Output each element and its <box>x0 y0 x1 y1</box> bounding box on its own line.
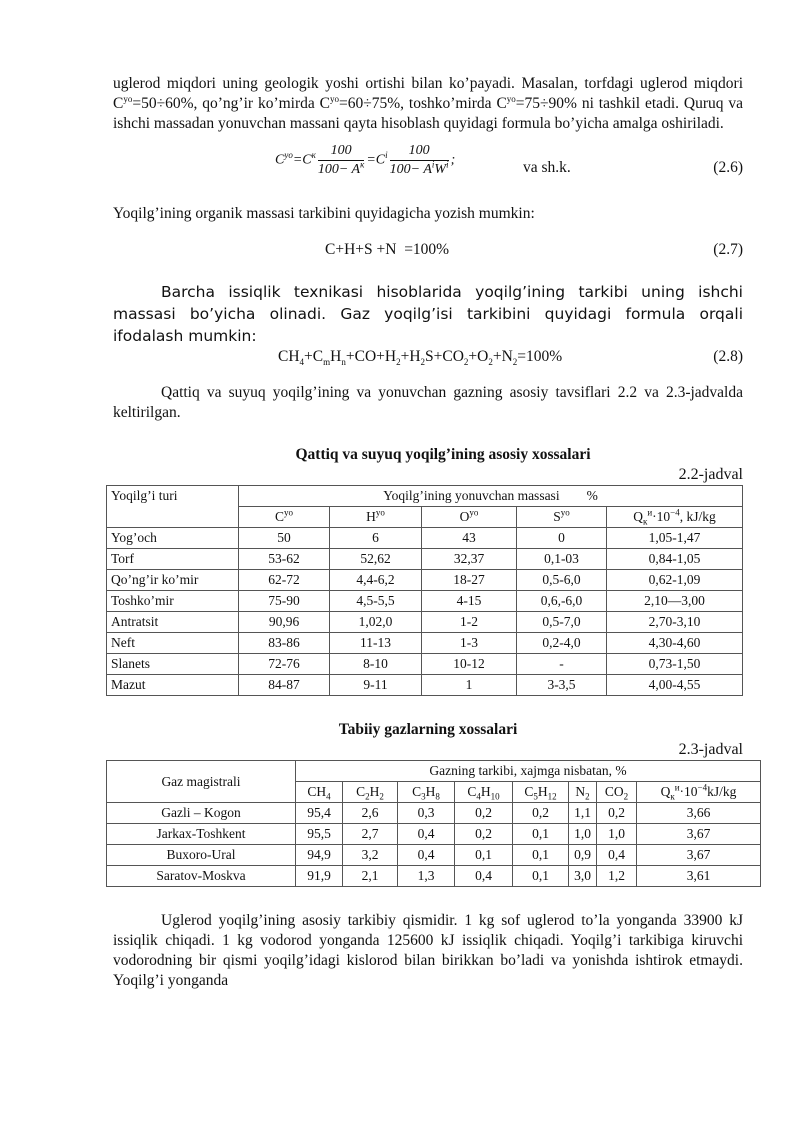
table-2-2-row <box>107 570 743 591</box>
table-2-3-group-header: Gazning tarkibi, xajmga nisbatan, % <box>296 761 761 782</box>
formula-2-6-expression: $C^{yo}=C^к$ $\frac{100}{100- A^к}$ $=C^i$ $\frac{100}{100- A^iW^i}$ ; <box>275 143 456 177</box>
table-2-2-cell: 6 <box>330 528 422 549</box>
table-2-3-header-n2: $N_2$ <box>569 782 597 803</box>
table-2-3-header-q: $Q_к^и\cdot 10^{-4}kJ/kg$ <box>637 782 761 803</box>
intro-paragraph <box>113 74 743 134</box>
fraction-1: $\frac{100}{100- A^к}$ <box>317 143 365 177</box>
table-2-2-cell: 4-15 <box>422 591 517 612</box>
table-2-2-cell: 90,96 <box>239 612 330 633</box>
table-2-3-cell: 3,66 <box>637 803 761 824</box>
intro-sup-1: yo <box>123 93 133 104</box>
table-2-2-cell: 43 <box>422 528 517 549</box>
table-2-2-header-c: $C^{yo}$ <box>239 507 330 528</box>
table-2-2-cell: 4,30-4,60 <box>607 633 743 654</box>
document-page <box>113 74 743 991</box>
table-2-3-cell: 2,6 <box>343 803 398 824</box>
table-2-2-cell: - <box>517 654 607 675</box>
table-2-2-row <box>107 528 743 549</box>
table-2-3-header-c3h8: $C_3H_8$ <box>398 782 455 803</box>
table-2-3-title: Tabiiy gazlarning xossalari <box>338 721 518 738</box>
table-2-2-cell: 0,62-1,09 <box>607 570 743 591</box>
table-2-3-cell: 3,67 <box>637 845 761 866</box>
table-2-3-cell: 1,1 <box>569 803 597 824</box>
formula-2-6 <box>113 134 743 186</box>
intro-text-3: =50÷60%, qo’ng’ir ko’mirda C <box>132 95 330 112</box>
table-2-3-cell: 3,61 <box>637 866 761 887</box>
table-2-3-cell: 3,67 <box>637 824 761 845</box>
table-2-3-cell: 94,9 <box>296 845 343 866</box>
table-2-2-cell: 1 <box>422 675 517 696</box>
table-2-2-cell: 52,62 <box>330 549 422 570</box>
table-2-2-row <box>107 675 743 696</box>
table-2-3-cell: 0,2 <box>513 803 569 824</box>
table-2-3-cell: 95,4 <box>296 803 343 824</box>
table-2-2-cell: 0,2-4,0 <box>517 633 607 654</box>
table-2-3-cell: 2,1 <box>343 866 398 887</box>
formula-2-8 <box>113 347 743 369</box>
table-2-3-row <box>107 824 761 845</box>
table-2-3-cell: 95,5 <box>296 824 343 845</box>
table-2-2-cell: 8-10 <box>330 654 422 675</box>
table-2-3-cell: 0,2 <box>455 803 513 824</box>
table-2-3-col-pipeline: Gaz magistrali <box>107 761 296 803</box>
table-2-3-row-label: Jarkax-Toshkent <box>107 824 296 845</box>
table-2-2-row-label: Torf <box>107 549 239 570</box>
table-2-2-cell: 50 <box>239 528 330 549</box>
formula-2-6-note: va sh.k. <box>523 159 571 176</box>
table-2-3-cell: 0,4 <box>398 845 455 866</box>
intro-text-4: =60÷75%, toshko’mirda <box>338 95 492 112</box>
table-2-3-header-co2: $CO_2$ <box>597 782 637 803</box>
formula-2-6-number: (2.6) <box>713 159 743 176</box>
table-2-3-cell: 3,0 <box>569 866 597 887</box>
table-2-3-cell: 0,2 <box>455 824 513 845</box>
table-2-3-cell: 0,1 <box>513 866 569 887</box>
table-2-3-cell: 2,7 <box>343 824 398 845</box>
table-2-2-group-header: Yoqilg’ining yonuvchan massasi % <box>239 486 743 507</box>
table-2-3-cell: 0,9 <box>569 845 597 866</box>
table-2-2-cell: 4,4-6,2 <box>330 570 422 591</box>
table-2-2-cell: 4,5-5,5 <box>330 591 422 612</box>
table-2-2-number: 2.2-jadval <box>678 466 743 483</box>
table-2-2-cell: 0,6,-6,0 <box>517 591 607 612</box>
table-2-3-row <box>107 803 761 824</box>
table-2-2-row-label: Antratsit <box>107 612 239 633</box>
table-2-2-cell: 9-11 <box>330 675 422 696</box>
table-2-3-row <box>107 866 761 887</box>
table-2-3-cell: 1,0 <box>597 824 637 845</box>
table-2-2-row <box>107 549 743 570</box>
table-2-2-cell: 1,05-1,47 <box>607 528 743 549</box>
intro-text-6: =75÷90% ni tashkil etadi. Quruq va ishchi massadan yonuvchan massani qayta hisoblash quyidagi formula bo’yicha amalga oshiriladi. <box>113 95 743 132</box>
table-2-3-cell: 0,1 <box>455 845 513 866</box>
barcha-paragraph: Barcha issiqlik texnikasi hisoblarida yoqilg’ining tarkibi uning ishchi massasi bo’yicha olinadi. Gaz yoqilg’isi tarkibini quyidagi formula orqali ifodalash mumkin: <box>113 283 743 345</box>
table-2-2-title: Qattiq va suyuq yoqilg’ining asosiy xossalari <box>295 446 591 463</box>
table-2-2-cell: 75-90 <box>239 591 330 612</box>
table-2-3-header-ch4: $CH_4$ <box>296 782 343 803</box>
table-2-3 <box>106 760 761 887</box>
table-2-2-cell: 83-86 <box>239 633 330 654</box>
table-2-3-row-label: Buxoro-Ural <box>107 845 296 866</box>
table-2-3-cell: 0,4 <box>398 824 455 845</box>
table-2-2-cell: 4,00-4,55 <box>607 675 743 696</box>
table-2-3-cell: 0,1 <box>513 824 569 845</box>
intro-text-1: uglerod miqdori uning geologik yoshi ortishi bilan ko’payadi. Masalan, torfdagi <box>113 75 634 92</box>
uglerod-paragraph: Uglerod yoqilg’ining asosiy tarkibiy qismidir. 1 kg sof uglerod to’la yonganda 33900 kJ issiqlik chiqadi. 1 kg vodorod yonganda 125600 kJ issiqlik chiqadi. Yoqilg’i tarkibiga kiruvchi vodorodning bir qismi yoqilg’idagi kislorod bilan birikkan bo’ladi va yonishda ishtirok etmaydi. Yoqilg’i yonganda <box>113 912 743 989</box>
table-2-2-cell: 62-72 <box>239 570 330 591</box>
table-2-2-cell: 1-3 <box>422 633 517 654</box>
table-2-2-cell: 72-76 <box>239 654 330 675</box>
table-2-2-row-label: Yog’och <box>107 528 239 549</box>
table-2-2-cell: 2,10—3,00 <box>607 591 743 612</box>
formula-2-7 <box>113 240 743 262</box>
table-2-3-row-label: Gazli – Kogon <box>107 803 296 824</box>
formula-2-8-number: (2.8) <box>713 348 743 365</box>
table-2-2-cell: 11-13 <box>330 633 422 654</box>
table-2-3-row <box>107 845 761 866</box>
organic-mass-paragraph: Yoqilg’ining organik massasi tarkibini quyidagicha yozish mumkin: <box>113 205 535 222</box>
table-2-3-header-c2h2: $C_2H_2$ <box>343 782 398 803</box>
table-2-2-header-h: $H^{yo}$ <box>330 507 422 528</box>
table-2-3-cell: 0,2 <box>597 803 637 824</box>
table-2-2-cell: 18-27 <box>422 570 517 591</box>
table-2-2-row <box>107 612 743 633</box>
table-2-2-row-label: Mazut <box>107 675 239 696</box>
intro-sup-3: yo <box>506 93 516 104</box>
table-2-3-cell: 0,4 <box>455 866 513 887</box>
table-2-2-cell: 0,84-1,05 <box>607 549 743 570</box>
table-2-2-cell: 0,5-6,0 <box>517 570 607 591</box>
qattiq-paragraph: Qattiq va suyuq yoqilg’ining va yonuvchan gazning asosiy tavsiflari 2.2 va 2.3-jadvalda keltirilgan. <box>113 384 743 421</box>
table-2-2-cell: 3-3,5 <box>517 675 607 696</box>
table-2-3-cell: 1,3 <box>398 866 455 887</box>
formula-2-7-expression: C+H+S +N =100% <box>325 241 450 258</box>
table-2-2-col-fuel-type: Yoqilg’i turi <box>107 486 239 528</box>
fraction-2: $\frac{100}{100- A^iW^i}$ <box>389 143 449 177</box>
table-2-2-cell: 10-12 <box>422 654 517 675</box>
table-2-2-row <box>107 633 743 654</box>
table-2-2-row <box>107 591 743 612</box>
intro-text-2: uglerod miqdori C <box>113 75 743 112</box>
table-2-3-row-label: Saratov-Moskva <box>107 866 296 887</box>
table-2-2-row <box>107 654 743 675</box>
formula-2-7-number: (2.7) <box>713 241 743 258</box>
table-2-2-header-s: $S^{yo}$ <box>517 507 607 528</box>
table-2-3-header-c5h12: $C_5H_{12}$ <box>513 782 569 803</box>
table-2-3-cell: 0,3 <box>398 803 455 824</box>
table-2-2-row-label: Neft <box>107 633 239 654</box>
formula-2-8-expression: $CH_4+C_mH_n+CO+H_2+H_2S+CO_2+O_2+N_2=100\%$ <box>278 348 563 368</box>
table-2-2-row-label: Toshko’mir <box>107 591 239 612</box>
intro-text-5: C <box>496 95 507 112</box>
table-2-3-cell: 1,2 <box>597 866 637 887</box>
table-2-3-cell: 91,9 <box>296 866 343 887</box>
table-2-3-header-c4h10: $C_4H_{10}$ <box>455 782 513 803</box>
table-2-2-row-label: Qo’ng’ir ko’mir <box>107 570 239 591</box>
table-2-2-cell: 53-62 <box>239 549 330 570</box>
table-2-2-header-o: $O^{yo}$ <box>422 507 517 528</box>
table-2-2 <box>106 485 743 696</box>
table-2-2-cell: 84-87 <box>239 675 330 696</box>
table-2-2-cell: 1,02,0 <box>330 612 422 633</box>
table-2-2-cell: 2,70-3,10 <box>607 612 743 633</box>
table-2-2-cell: 0 <box>517 528 607 549</box>
table-2-3-number: 2.3-jadval <box>678 741 743 758</box>
table-2-2-cell: 0,73-1,50 <box>607 654 743 675</box>
table-2-2-header-q: $Q_к^и\cdot 10^{-4}$, kJ/kg <box>607 507 743 528</box>
intro-sup-2: yo <box>329 93 339 104</box>
table-2-2-cell: 32,37 <box>422 549 517 570</box>
table-2-3-cell: 0,4 <box>597 845 637 866</box>
table-2-3-cell: 3,2 <box>343 845 398 866</box>
table-2-2-cell: 1-2 <box>422 612 517 633</box>
table-2-2-cell: 0,1-03 <box>517 549 607 570</box>
table-2-2-cell: 0,5-7,0 <box>517 612 607 633</box>
table-2-2-row-label: Slanets <box>107 654 239 675</box>
table-2-3-cell: 1,0 <box>569 824 597 845</box>
table-2-3-cell: 0,1 <box>513 845 569 866</box>
